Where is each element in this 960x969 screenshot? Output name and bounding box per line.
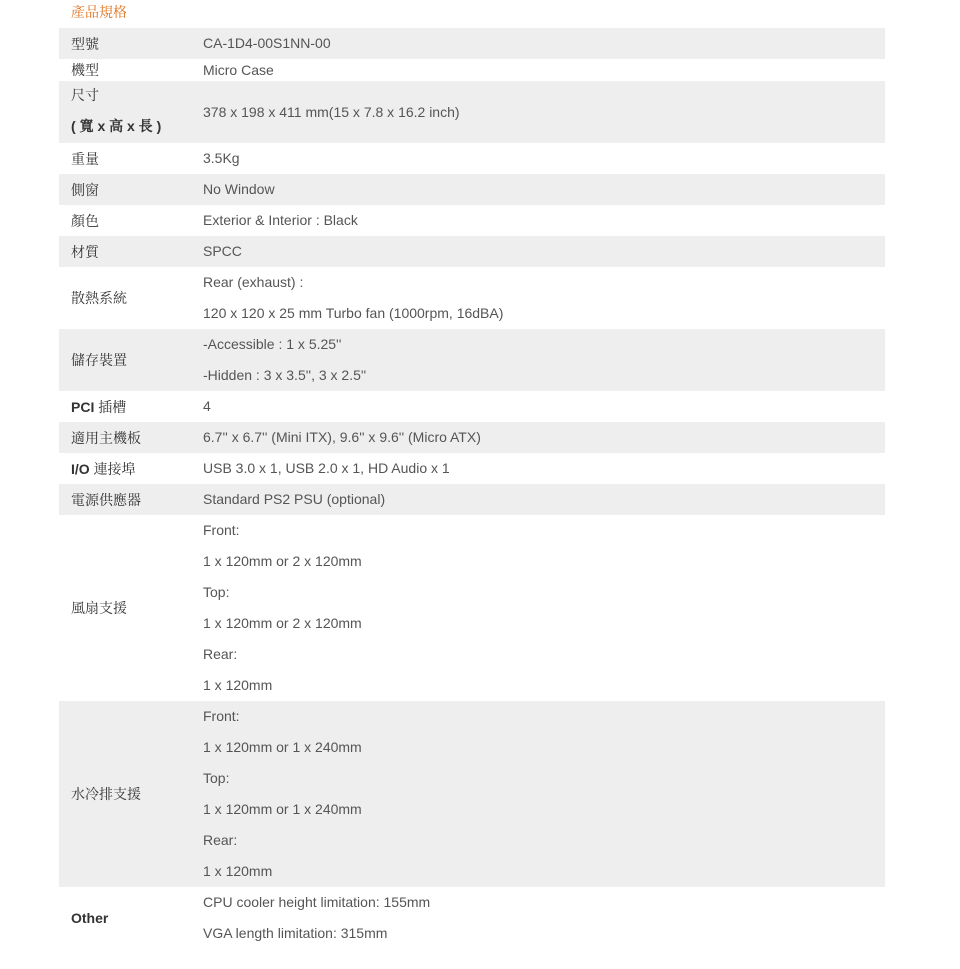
- spec-key: PCI 插槽: [71, 398, 127, 415]
- spec-value: Front: 1 x 120mm or 1 x 240mm Top: 1 x 120mm or 1 x 240mm Rear: 1 x 120mm: [191, 701, 885, 887]
- spec-value: USB 3.0 x 1, USB 2.0 x 1, HD Audio x 1: [203, 460, 450, 476]
- spec-value: 378 x 198 x 411 mm(15 x 7.8 x 16.2 inch): [191, 81, 885, 143]
- spec-value: SPCC: [191, 236, 885, 267]
- spec-row-fan-support: [59, 515, 885, 701]
- spec-key: 適用主機板: [59, 422, 191, 453]
- spec-key: 尺寸 ( 寬 x 高 x 長 ): [59, 81, 191, 143]
- spec-value: -Accessible : 1 x 5.25'' -Hidden : 3 x 3.5'', 3 x 2.5'': [191, 329, 885, 391]
- spec-row-radiator-support: [59, 701, 885, 887]
- spec-value: CPU cooler height limitation: 155mm VGA length limitation: 315mm: [203, 894, 431, 941]
- spec-key: 材質: [59, 236, 191, 267]
- spec-value: CA-1D4-00S1NN-00: [191, 28, 885, 59]
- spec-row-psu: [59, 484, 885, 515]
- spec-key: 水冷排支援: [59, 701, 191, 887]
- spec-key: 機型: [71, 62, 99, 78]
- spec-key: 電源供應器: [59, 484, 191, 515]
- spec-value: 4: [203, 398, 211, 414]
- spec-row-window: [59, 174, 885, 205]
- spec-value: No Window: [191, 174, 885, 205]
- spec-value: Micro Case: [203, 62, 274, 78]
- spec-value: Exterior & Interior : Black: [203, 212, 358, 228]
- spec-value: Standard PS2 PSU (optional): [191, 484, 885, 515]
- spec-key: 儲存裝置: [59, 329, 191, 391]
- spec-row-weight: [59, 143, 885, 174]
- section-title: 產品規格: [71, 4, 127, 20]
- spec-row-pci-slots: [59, 391, 885, 422]
- spec-key: 型號: [59, 28, 191, 59]
- spec-row-storage: [59, 329, 885, 391]
- spec-value: 3.5Kg: [203, 150, 240, 166]
- spec-row-cooling: [59, 267, 885, 329]
- spec-row-color: [59, 205, 885, 236]
- spec-key: Other: [71, 910, 109, 926]
- spec-row-model: [59, 28, 885, 59]
- spec-key: I/O 連接埠: [71, 460, 136, 477]
- spec-value: Rear (exhaust) : 120 x 120 x 25 mm Turbo fan (1000rpm, 16dBA): [203, 274, 504, 321]
- spec-table: [59, 28, 885, 949]
- spec-row-type: [59, 59, 885, 81]
- spec-row-dimensions: [59, 81, 885, 143]
- spec-key: 重量: [71, 150, 99, 167]
- spec-value: 6.7'' x 6.7'' (Mini ITX), 9.6'' x 9.6'' (Micro ATX): [191, 422, 885, 453]
- spec-row-material: [59, 236, 885, 267]
- spec-key: 散熱系統: [71, 290, 127, 306]
- spec-row-motherboard: [59, 422, 885, 453]
- spec-value: Front: 1 x 120mm or 2 x 120mm Top: 1 x 120mm or 2 x 120mm Rear: 1 x 120mm: [203, 522, 362, 693]
- spec-row-io-ports: [59, 453, 885, 484]
- spec-row-other: [59, 887, 885, 949]
- spec-key: 風扇支援: [71, 600, 127, 616]
- spec-key: 顏色: [71, 212, 99, 229]
- spec-key: 側窗: [59, 174, 191, 205]
